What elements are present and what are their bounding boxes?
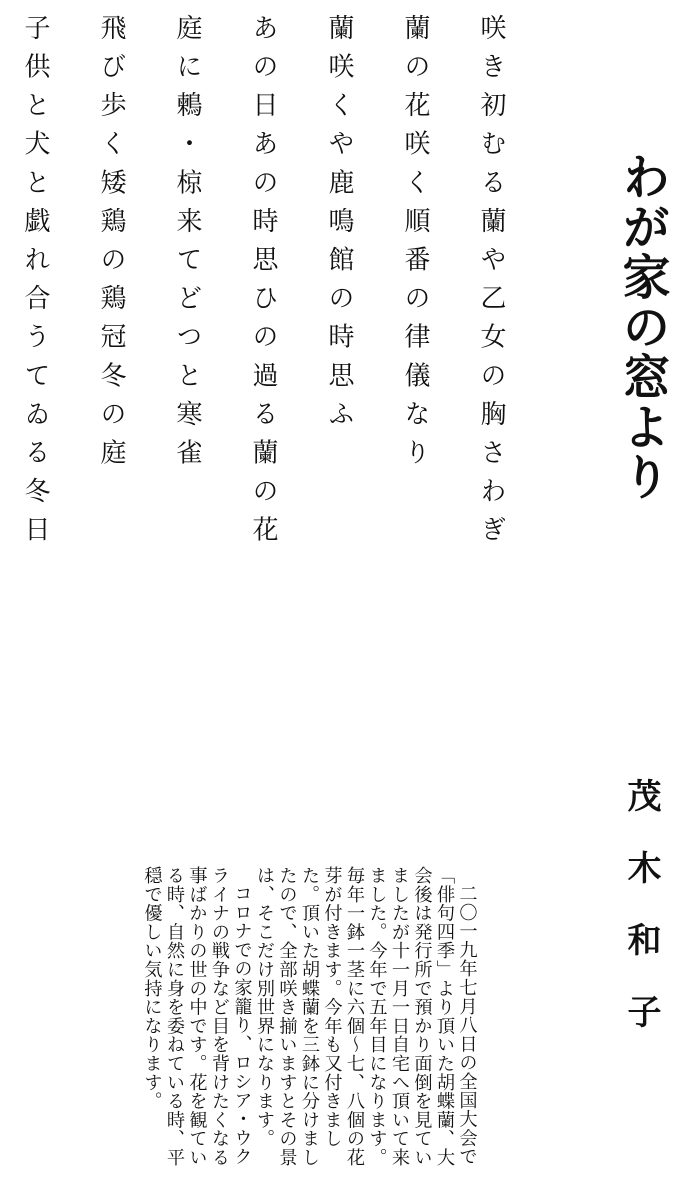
prose-section <box>140 866 478 1176</box>
haiku-line: 蘭の花咲く順番の律儀なり <box>400 14 430 478</box>
haiku-line: あの日あの時思ひの過る蘭の花 <box>248 14 278 555</box>
haiku-line: 庭に鶫・椋来てどつと寒雀 <box>172 14 202 478</box>
haiku-line: 咲き初むる蘭や乙女の胸さわぎ <box>476 14 506 555</box>
haiku-line: 蘭咲くや鹿鳴館の時思ふ <box>324 14 354 439</box>
author-name: 茂木和子 <box>621 778 661 1066</box>
prose-paragraph: 二〇一九年七月八日の全国大会で「俳句四季」より頂いた胡蝶蘭、大会後は発行所で預かり面倒を見ていましたが十一月一日自宅へ頂いて来ました。今年で五年目になります。毎年一鉢一茎に六個～七、八個の花芽が付きます。今年も又付きました。頂いた胡蝶蘭を三鉢に分けましたので、全部咲き揃いますとその景は、そこだけ別世界になります。 <box>254 866 478 1167</box>
prose-paragraph: コロナでの家籠り、ロシア・ウクライナの戦争など目を背けたくなる事ばかりの世の中です。花を観ている時、自然に身を委ねている時、平穏で優しい気持になります。 <box>141 866 253 1167</box>
haiku-line: 子供と犬と戯れ合うてゐる冬日 <box>20 14 50 555</box>
haiku-line: 飛び歩く矮鶏の鶏冠冬の庭 <box>96 14 126 478</box>
page-title: わが家の窓より <box>614 152 670 502</box>
